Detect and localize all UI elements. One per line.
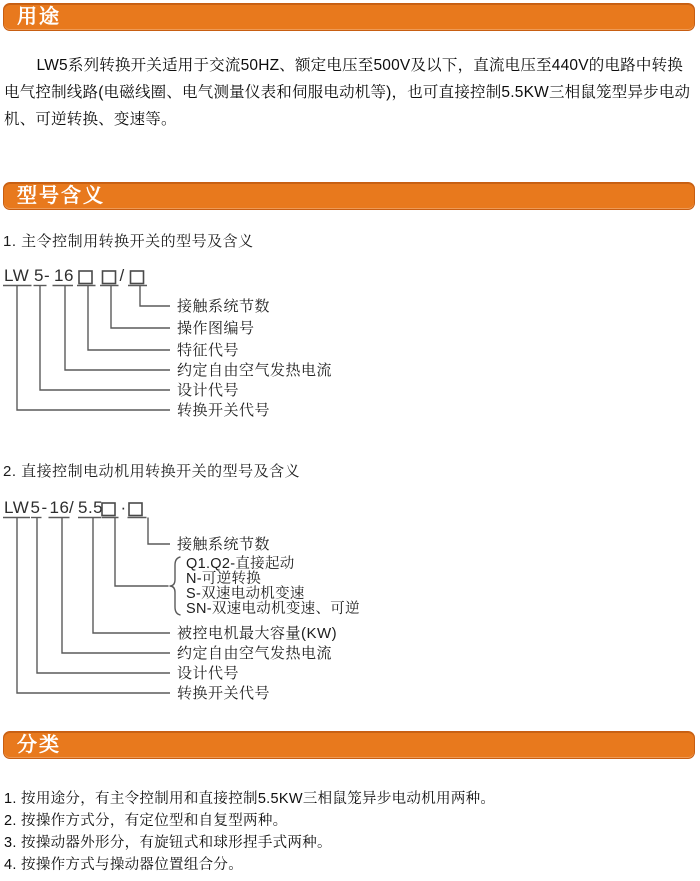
- list-item: 1. 按用途分，有主令控制用和直接控制5.5KW三相鼠笼异步电动机用两种。: [4, 791, 496, 807]
- diagram-label: 设计代号: [177, 665, 240, 682]
- model-token: LW: [4, 498, 30, 517]
- brace: [170, 557, 181, 615]
- diagram-label: 接触系统节数: [177, 536, 271, 553]
- diagram-label: 接触系统节数: [177, 298, 271, 315]
- model-token: 5.5: [78, 498, 104, 517]
- model-subsection-2-heading: 2. 直接控制电动机用转换开关的型号及含义: [3, 463, 301, 480]
- connector-lines: [3, 286, 170, 411]
- diagram-labels: [177, 535, 360, 702]
- model-code-tokens: [4, 266, 144, 285]
- section-title-model-meaning: 型号含义: [3, 182, 695, 210]
- diagram-label: 特征代号: [177, 342, 240, 359]
- list-item: 3. 按操动器外形分，有旋钮式和球形捏手式两种。: [4, 835, 332, 851]
- diagram-label: 转换开关代号: [177, 402, 271, 419]
- diagram-label: 操作图编号: [177, 320, 255, 337]
- list-item: 4. 按操作方式与操动器位置组合分。: [4, 857, 244, 873]
- classification-list: [4, 788, 695, 876]
- placeholder-box: [129, 503, 142, 516]
- placeholder-box: [131, 271, 144, 284]
- model-token: 16: [49, 498, 70, 517]
- model-token: 5: [30, 498, 41, 517]
- diagram-label: 约定自由空气发热电流: [177, 645, 333, 662]
- model-token: 16: [54, 266, 74, 285]
- diagram-labels: [177, 297, 332, 419]
- diagram-label: 转换开关代号: [177, 685, 271, 702]
- placeholder-box: [102, 503, 115, 516]
- connector-lines: [3, 518, 181, 694]
- list-item: 2. 按操作方式分，有定位型和自复型两种。: [4, 813, 288, 829]
- model-code-tokens: [4, 498, 142, 517]
- diagram-option: S-双速电动机变速: [186, 586, 305, 602]
- model-token: -: [41, 498, 48, 517]
- model-token: ·: [120, 498, 127, 517]
- model-token: LW: [4, 266, 30, 285]
- model-diagram-motor-control: [0, 498, 700, 708]
- diagram-option: N-可逆转换: [186, 571, 262, 587]
- diagram-label: 约定自由空气发热电流: [177, 362, 333, 379]
- model-diagram-master-control: [0, 264, 700, 424]
- placeholder-box: [103, 271, 116, 284]
- diagram-option: SN-双速电动机变速、可逆: [186, 601, 360, 617]
- usage-paragraph: LW5系列转换开关适用于交流50HZ、额定电压至500V及以下，直流电压至440V的电路中转换电气控制线路(电磁线圈、电气测量仪表和伺服电动机等)，也可直接控制5.5KW三相鼠笼型异步电动机、可逆转换、变速等。: [4, 57, 691, 128]
- model-token: 5: [34, 266, 44, 285]
- diagram-option: Q1.Q2-直接起动: [186, 556, 295, 572]
- model-token: -: [44, 266, 51, 285]
- section-title-usage: 用途: [3, 3, 695, 31]
- diagram-label: 被控电机最大容量(KW): [177, 625, 338, 642]
- section-title-classification: 分类: [3, 731, 695, 759]
- model-token: /: [69, 498, 75, 517]
- diagram-label: 设计代号: [177, 382, 240, 399]
- model-subsection-1-heading: 1. 主令控制用转换开关的型号及含义: [3, 233, 254, 250]
- placeholder-box: [79, 271, 92, 284]
- model-token: /: [119, 266, 125, 285]
